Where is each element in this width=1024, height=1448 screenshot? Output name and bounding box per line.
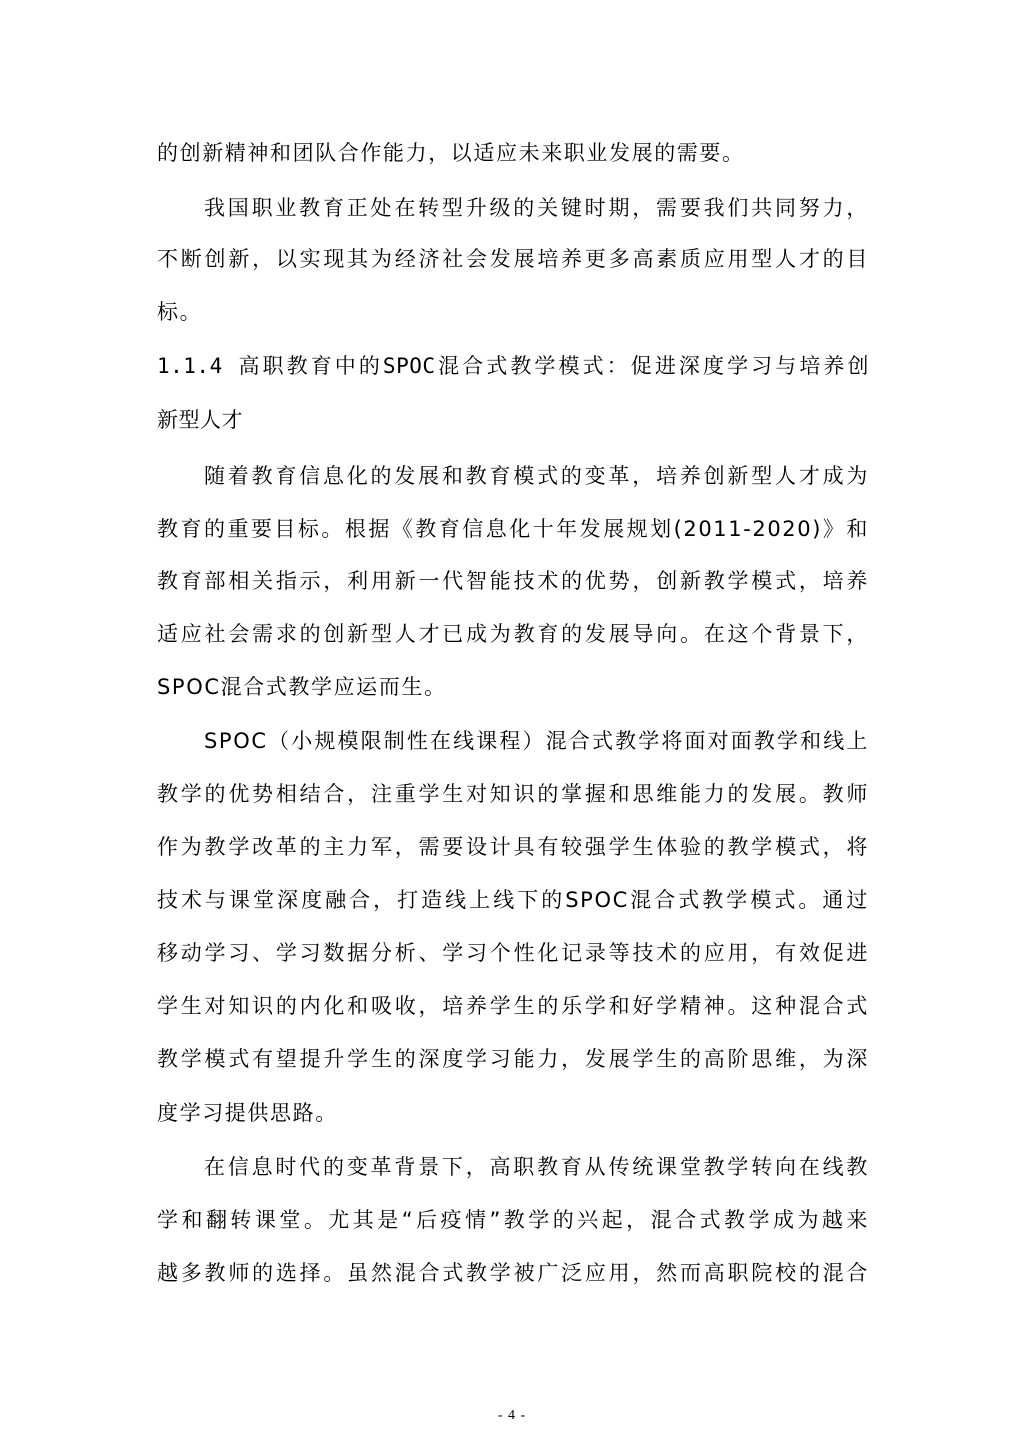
section-heading-line-2: 新型人才 — [157, 408, 243, 432]
section-heading-line-1: 1.1.4 高职教育中的SPOC混合式教学模式：促进深度学习与培养创 — [157, 354, 869, 378]
paragraph-4-line-8: 度学习提供思路。 — [157, 1101, 338, 1125]
paragraph-4-line-4: 技术与课堂深度融合，打造线上线下的SPOC混合式教学模式。通过 — [157, 888, 869, 912]
paragraph-5-line-2: 学和翻转课堂。尤其是“后疫情”教学的兴起，混合式教学成为越来 — [157, 1208, 869, 1232]
paragraph-2-line-3: 标。 — [157, 300, 203, 324]
paragraph-2-line-2: 不断创新，以实现其为经济社会发展培养更多高素质应用型人才的目 — [157, 247, 869, 271]
paragraph-4-line-5: 移动学习、学习数据分析、学习个性化记录等技术的应用，有效促进 — [157, 941, 869, 965]
paragraph-3-line-2: 教育的重要目标。根据《教育信息化十年发展规划(2011-2020)》和 — [157, 517, 869, 541]
paragraph-3-line-3: 教育部相关指示，利用新一代智能技术的优势，创新教学模式，培养 — [157, 569, 869, 593]
paragraph-2-line-1: 我国职业教育正处在转型升级的关键时期，需要我们共同努力， — [204, 196, 869, 220]
paragraph-5-line-3: 越多教师的选择。虽然混合式教学被广泛应用，然而高职院校的混合 — [157, 1261, 869, 1285]
paragraph-3-line-5: SPOC混合式教学应运而生。 — [157, 675, 447, 699]
paragraph-4-line-6: 学生对知识的内化和吸收，培养学生的乐学和好学精神。这种混合式 — [157, 994, 869, 1018]
paragraph-3-line-1: 随着教育信息化的发展和教育模式的变革，培养创新型人才成为 — [204, 464, 869, 488]
paragraph-5-line-1: 在信息时代的变革背景下，高职教育从传统课堂教学转向在线教 — [204, 1155, 869, 1179]
paragraph-1-line-1: 的创新精神和团队合作能力，以适应未来职业发展的需要。 — [157, 141, 745, 165]
paragraph-4-line-1: SPOC（小规模限制性在线课程）混合式教学将面对面教学和线上 — [204, 729, 869, 753]
page-number: - 4 - — [497, 1408, 527, 1423]
paragraph-4-line-2: 教学的优势相结合，注重学生对知识的掌握和思维能力的发展。教师 — [157, 782, 869, 806]
paragraph-4-line-7: 教学模式有望提升学生的深度学习能力，发展学生的高阶思维，为深 — [157, 1047, 869, 1071]
paragraph-3-line-4: 适应社会需求的创新型人才已成为教育的发展导向。在这个背景下， — [157, 622, 869, 646]
paragraph-4-line-3: 作为教学改革的主力军，需要设计具有较强学生体验的教学模式，将 — [157, 835, 869, 859]
